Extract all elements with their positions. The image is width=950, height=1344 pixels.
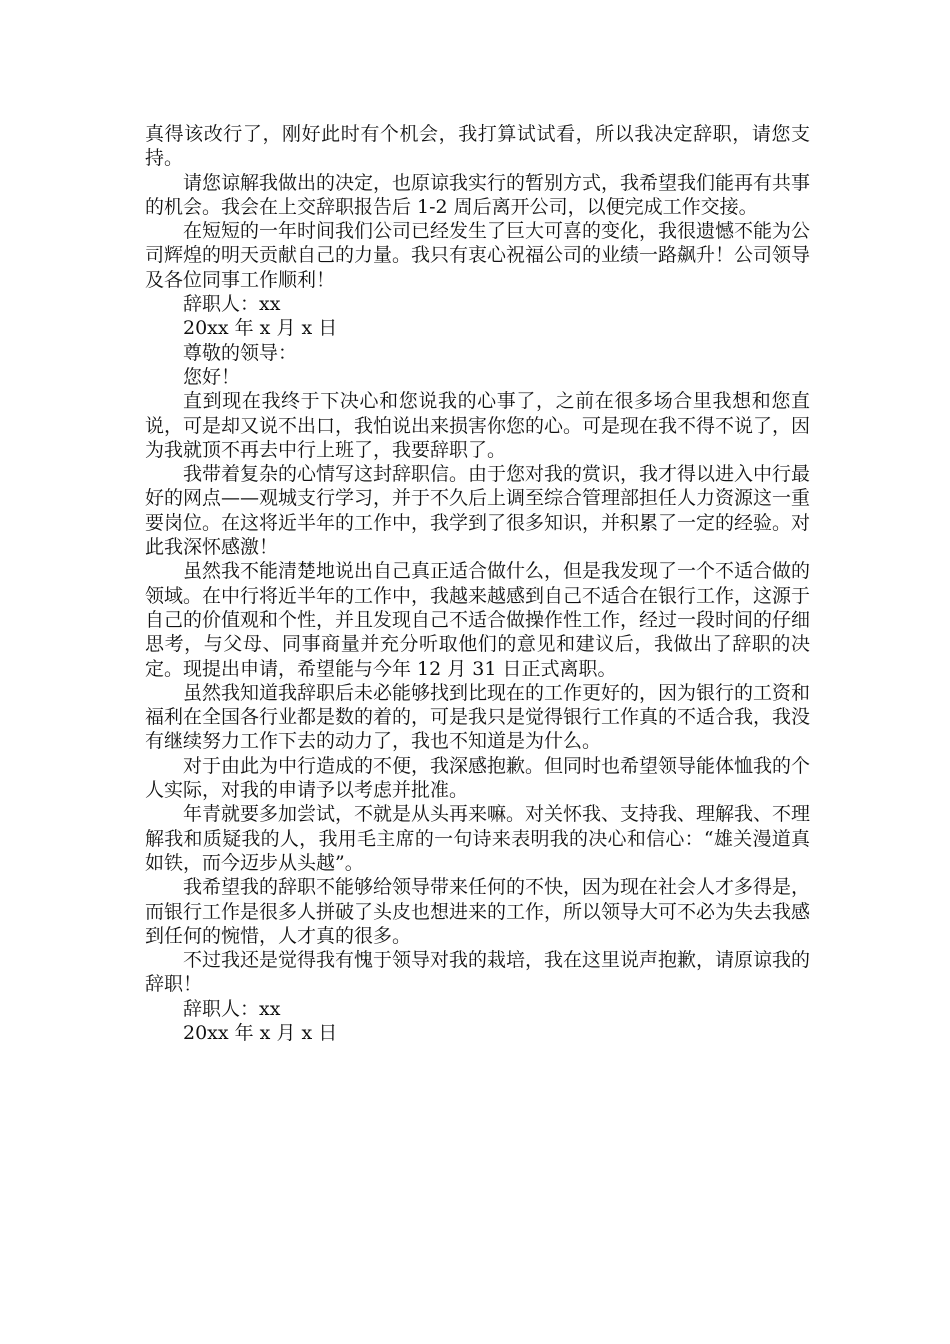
document-page xyxy=(145,122,810,1045)
paragraph-understanding: 请您谅解我做出的决定，也原谅我实行的暂别方式，我希望我们能再有共事的机会。我会在上交辞职报告后 1-2 周后离开公司，以便完成工作交接。 xyxy=(145,171,811,218)
date-line: 20xx 年 x 月 x 日 xyxy=(183,317,338,340)
paragraph-5: 对于由此为中行造成的不便，我深感抱歉。但同时也希望领导能体恤我的个人实际，对我的申请予以考虑并批准。 xyxy=(145,754,811,802)
paragraph-continued: 真得该改行了，刚好此时有个机会，我打算试试看，所以我决定辞职，请您支持。 xyxy=(145,123,810,170)
paragraph-7: 我希望我的辞职不能够给领导带来任何的不快，因为现在社会人才多得是，而银行工作是很多人拼破了头皮也想进来的工作，所以领导大可不必为失去我感到任何的惋惜，人才真的很多。 xyxy=(145,876,811,947)
signer-line: 辞职人：xx xyxy=(183,293,281,316)
paragraph-6: 年青就要多加尝试，不就是从头再来嘛。对关怀我、支持我、理解我、不理解我和质疑我的人，我用毛主席的一句诗来表明我的决心和信心：“雄关漫道真如铁，而今迈步从头越”。 xyxy=(145,803,811,874)
salutation: 尊敬的领导： xyxy=(183,341,298,364)
paragraph-2: 我带着复杂的心情写这封辞职信。由于您对我的赏识，我才得以进入中行最好的网点——观城支行学习，并于不久后上调至综合管理部担任人力资源这一重要岗位。在这将近半年的工作中，我学到了很多知识，并积累了一定的经验。对此我深怀感激！ xyxy=(145,463,811,559)
greeting: 您好！ xyxy=(183,365,241,388)
paragraph-company-wishes: 在短短的一年时间我们公司已经发生了巨大可喜的变化，我很遗憾不能为公司辉煌的明天贡献自己的力量。我只有衷心祝福公司的业绩一路飙升！公司领导及各位同事工作顺利！ xyxy=(145,220,811,291)
paragraph-8: 不过我还是觉得我有愧于领导对我的栽培，我在这里说声抱歉，请原谅我的辞职！ xyxy=(145,949,811,996)
signer-line: 辞职人：xx xyxy=(183,997,281,1020)
paragraph-3: 虽然我不能清楚地说出自己真正适合做什么，但是我发现了一个不适合做的领域。在中行将近半年的工作中，我越来越感到自己不适合在银行工作，这源于自己的价值观和个性，并且发现自己不适合做操作性工作，经过一段时间的仔细思考，与父母、同事商量并充分听取他们的意见和建议后，我做出了辞职的决定。现提出申请，希望能与今年 12 月 31 日正式离职。 xyxy=(145,560,811,680)
paragraph-4: 虽然我知道我辞职后未必能够找到比现在的工作更好的，因为银行的工资和福利在全国各行业都是数的着的，可是我只是觉得银行工作真的不适合我，我没有继续努力工作下去的动力了，我也不知道是为什么。 xyxy=(145,681,811,753)
date-line: 20xx 年 x 月 x 日 xyxy=(183,1021,338,1044)
paragraph-1: 直到现在我终于下决心和您说我的心事了，之前在很多场合里我想和您直说，可是却又说不出口，我怕说出来损害你您的心。可是现在我不得不说了，因为我就顶不再去中行上班了，我要辞职了。 xyxy=(145,390,811,461)
